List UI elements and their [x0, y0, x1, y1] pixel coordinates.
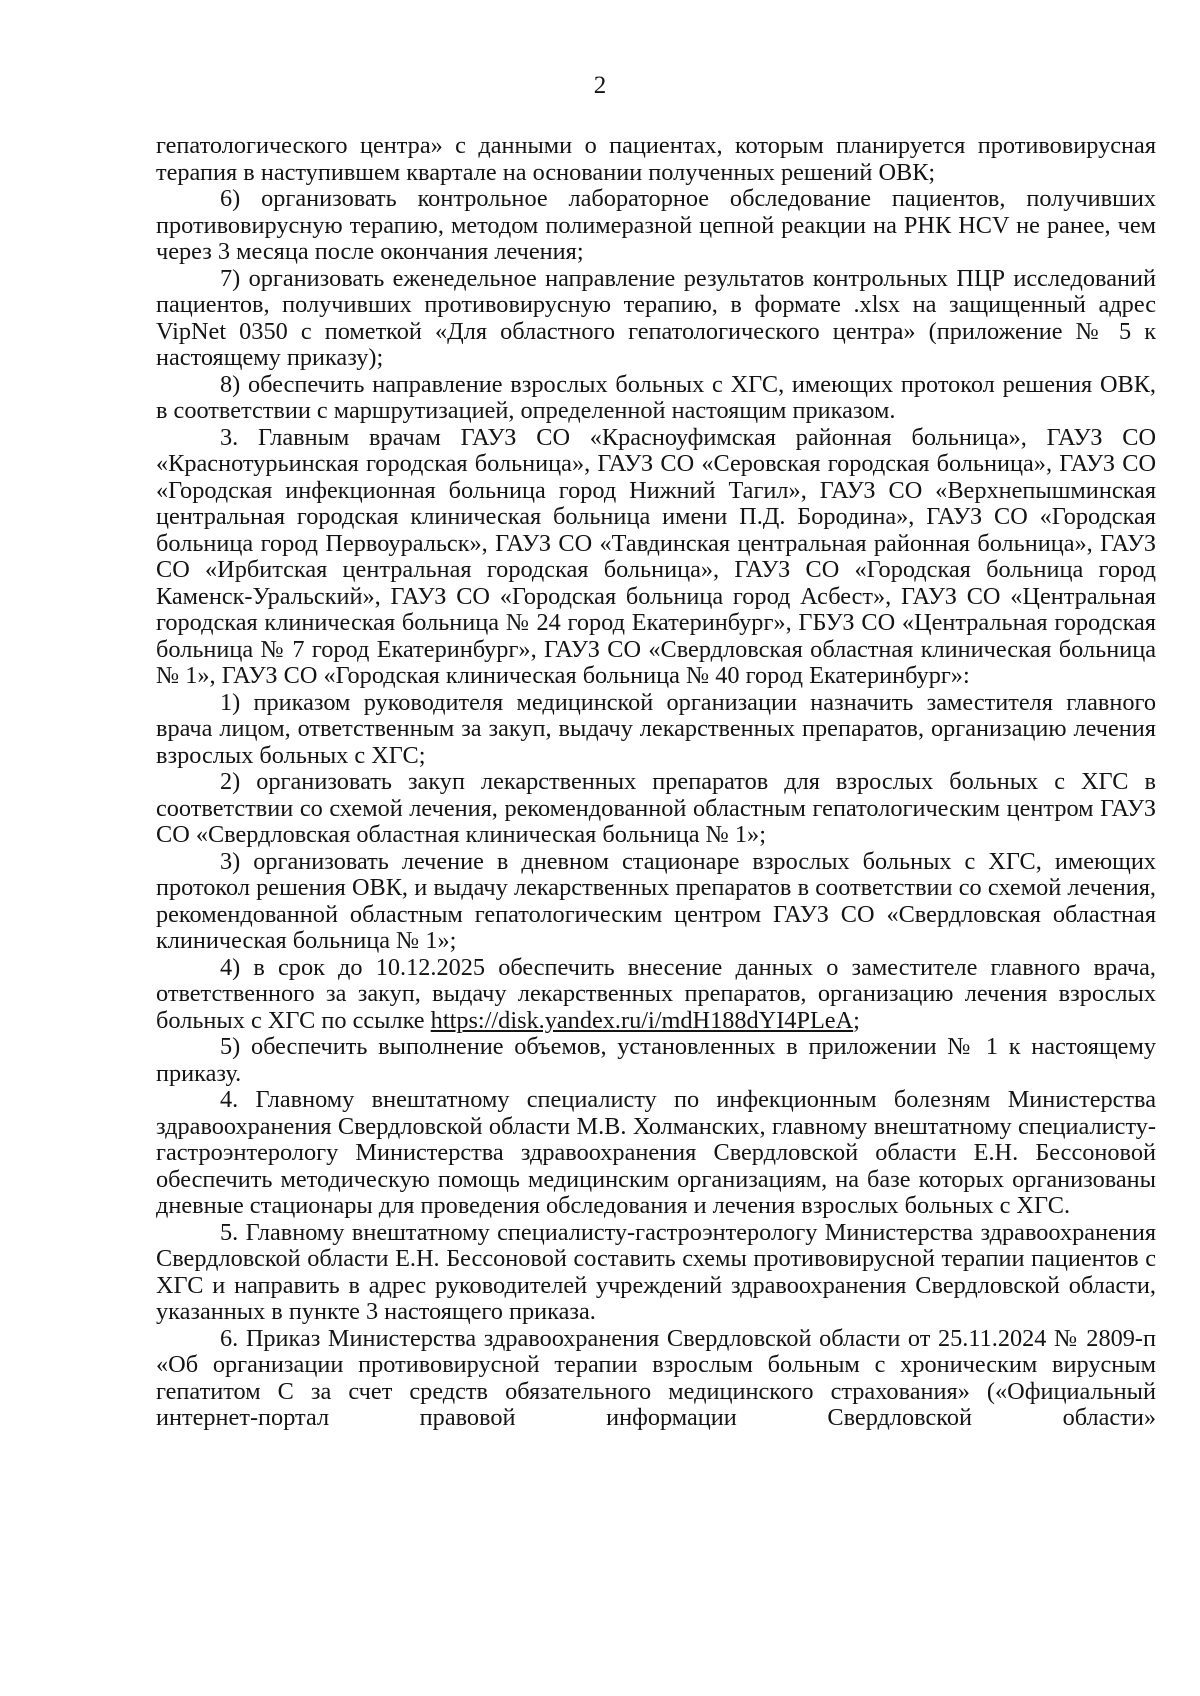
yandex-disk-link[interactable]: https://disk.yandex.ru/i/mdH188dYI4PLeA [430, 1006, 854, 1034]
page-number: 2 [593, 72, 607, 99]
paragraph-item-2-procurement: 2) организовать закуп лекарственных препаратов для взрослых больных с ХГС в соответствии со схемой лечения, рекомендованной областным гепатологическим центром ГАУЗ СО «Свердловская областная клиническая больница № 1»; [156, 768, 1156, 848]
paragraph-item-4-deadline [156, 955, 1156, 1035]
document-body [156, 133, 1156, 1432]
paragraph-item-3-day-hospital: 3) организовать лечение в дневном стационаре взрослых больных с ХГС, имеющих протокол решения ОВК, и выдачу лекарственных препаратов в соответствии со схемой лечения, рекомендованной областным гепатологическим центром ГАУЗ СО «Свердловская областная клиническая больница № 1»; [156, 847, 1156, 954]
paragraph-clause-4-methodical-help: 4. Главному внештатному специалисту по инфекционным болезням Министерства здравоохранения Свердловской области М.В. Холманских, главному внештатному специалисту-гастроэнтерологу Министерства здравоохранения Свердловской области Е.Н. Бессоновой обеспечить методическую помощь медицинским организациям, на базе которых организованы дневные стационары для проведения обследования и лечения взрослых больных с ХГС. [156, 1086, 1156, 1219]
paragraph-clause-3-chief-doctors: 3. Главным врачам ГАУЗ СО «Красноуфимская районная больница», ГАУЗ СО «Краснотурьинская городская больница», ГАУЗ СО «Серовская городская больница», ГАУЗ СО «Городская инфекционная больница город Нижний Тагил», ГАУЗ СО «Верхнепышминская центральная городская клиническая больница имени П.Д. Бородина», ГАУЗ СО «Городская больница город Первоуральск», ГАУЗ СО «Тавдинская центральная районная больница», ГАУЗ СО «Ирбитская центральная городская больница», ГАУЗ СО «Городская больница город Каменск-Уральский», ГАУЗ СО «Городская больница город Асбест», ГАУЗ СО «Центральная городская клиническая больница № 24 город Екатеринбург», ГБУЗ СО «Центральная городская больница № 7 город Екатеринбург», ГАУЗ СО «Свердловская областная клиническая больница № 1», ГАУЗ СО «Городская клиническая больница № 40 город Екатеринбург»: [156, 423, 1156, 689]
paragraph-clause-6-previous-order: 6. Приказ Министерства здравоохранения Свердловской области от 25.11.2024 № 2809-п «Об организации противовирусной терапии взрослым больным с хроническим вирусным гепатитом С за счет средств обязательного медицинского страхования» («Официальный интернет-портал правовой информации Свердловской области» [156, 1324, 1156, 1431]
paragraph-item-4-after: ; [853, 1006, 860, 1034]
paragraph-item-1-deputy: 1) приказом руководителя медицинской организации назначить заместителя главного врача лицом, ответственным за закуп, выдачу лекарственных препаратов, организацию лечения взрослых больных с ХГС; [156, 688, 1156, 769]
paragraph-item-4-text: 4) в срок до 10.12.2025 обеспечить внесение данных о заместителе главного врача, ответственного за закуп, выдачу лекарственных препаратов, организацию лечения взрослых больных с ХГС по ссылке [156, 953, 1156, 1034]
paragraph-clause-5-therapy-schemes: 5. Главному внештатному специалисту-гастроэнтерологу Министерства здравоохранения Свердловской области Е.Н. Бессоновой составить схемы противовирусной терапии пациентов с ХГС и направить в адрес руководителей учреждений здравоохранения Свердловской области, указанных в пункте 3 настоящего приказа. [156, 1218, 1156, 1325]
paragraph-item-5-volumes: 5) обеспечить выполнение объемов, установленных в приложении № 1 к настоящему приказу. [156, 1033, 1156, 1087]
paragraph-item-8-routing: 8) обеспечить направление взрослых больных с ХГС, имеющих протокол решения ОВК, в соответствии с маршрутизацией, определенной настоящим приказом. [156, 370, 1156, 424]
paragraph-item-7-pcr-results: 7) организовать еженедельное направление результатов контрольных ПЦР исследований пациентов, получивших противовирусную терапию, в формате .xlsx на защищенный адрес VipNet 0350 с пометкой «Для областного гепатологического центра» (приложение № 5 к настоящему приказу); [156, 264, 1156, 371]
paragraph-item-6-lab-exam: 6) организовать контрольное лабораторное обследование пациентов, получивших противовирусную терапию, методом полимеразной цепной реакции на РНК HCV не ранее, чем через 3 месяца после окончания лечения; [156, 185, 1156, 265]
paragraph-continuation: гепатологического центра» с данными о пациентах, которым планируется противовирусная терапия в наступившем квартале на основании полученных решений ОВК; [156, 132, 1156, 186]
